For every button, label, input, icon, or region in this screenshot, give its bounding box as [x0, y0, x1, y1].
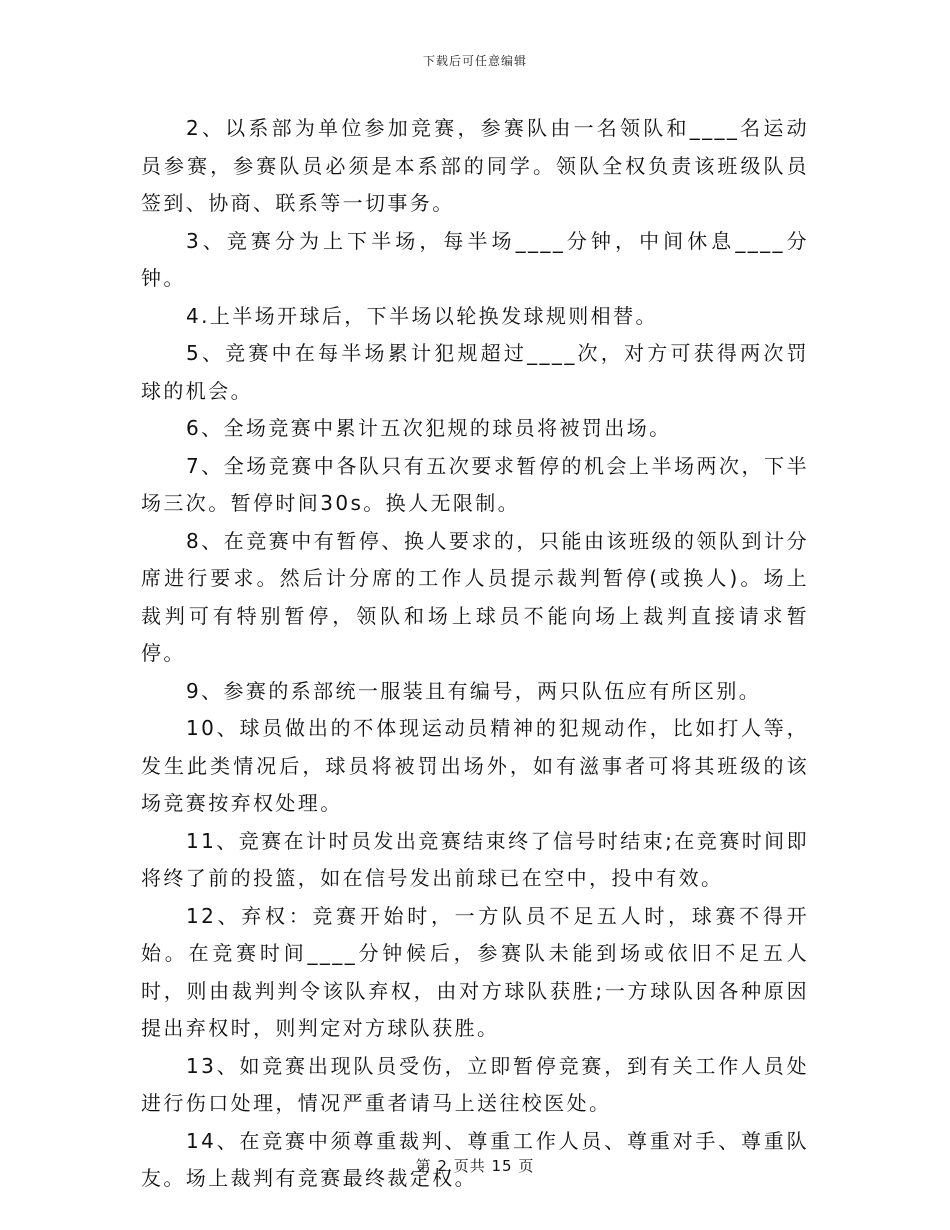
rule-paragraph-6: 6、全场竞赛中累计五次犯规的球员将被罚出场。	[186, 416, 672, 440]
rule-paragraph-8: 8、在竞赛中有暂停、换人要求的，只能由该班级的领队到计分席进行要求。然后计分席的工作人员提示裁判暂停(或换人)。场上裁判可有特别暂停，领队和场上球员不能向场上裁判直接请求暂停。	[141, 528, 809, 665]
rule-paragraph-7: 7、全场竞赛中各队只有五次要求暂停的机会上半场两次，下半场三次。暂停时间30s。换人无限制。	[141, 453, 809, 515]
page-number-footer: 第 2 页共 15 页	[415, 1157, 535, 1175]
rule-paragraph-11: 11、竞赛在计时员发出竞赛结束终了信号时结束;在竞赛时间即将终了前的投篮，如在信号发出前球已在空中，投中有效。	[141, 828, 809, 890]
rule-paragraph-5: 5、竞赛中在每半场累计犯规超过____次，对方可获得两次罚球的机会。	[141, 341, 809, 403]
rule-paragraph-12: 12、弃权：竞赛开始时，一方队员不足五人时，球赛不得开始。在竞赛时间____分钟候后，参赛队未能到场或依旧不足五人时，则由裁判判令该队弃权，由对方球队获胜;一方球队因各种原因提出弃权时，则判定对方球队获胜。	[141, 903, 809, 1040]
rule-paragraph-2: 2、以系部为单位参加竞赛，参赛队由一名领队和____名运动员参赛，参赛队员必须是本系部的同学。领队全权负责该班级队员签到、协商、联系等一切事务。	[141, 116, 809, 215]
document-body	[141, 110, 809, 1198]
rule-paragraph-4: 4.上半场开球后，下半场以轮换发球规则相替。	[186, 303, 658, 328]
rule-paragraph-3: 3、竞赛分为上下半场，每半场____分钟，中间休息____分钟。	[141, 228, 809, 290]
rule-paragraph-14: 14、在竞赛中须尊重裁判、尊重工作人员、尊重对手、尊重队友。场上裁判有竞赛最终裁定权。	[141, 1128, 809, 1190]
rule-paragraph-13: 13、如竞赛出现队员受伤，立即暂停竞赛，到有关工作人员处进行伤口处理，情况严重者请马上送往校医处。	[141, 1053, 809, 1115]
rule-paragraph-9: 9、参赛的系部统一服装且有编号，两只队伍应有所区别。	[186, 678, 762, 703]
page-header: 下载后可任意编辑	[422, 54, 527, 68]
rule-paragraph-10: 10、球员做出的不体现运动员精神的犯规动作，比如打人等，发生此类情况后，球员将被罚出场外，如有滋事者可将其班级的该场竞赛按弃权处理。	[141, 716, 809, 815]
